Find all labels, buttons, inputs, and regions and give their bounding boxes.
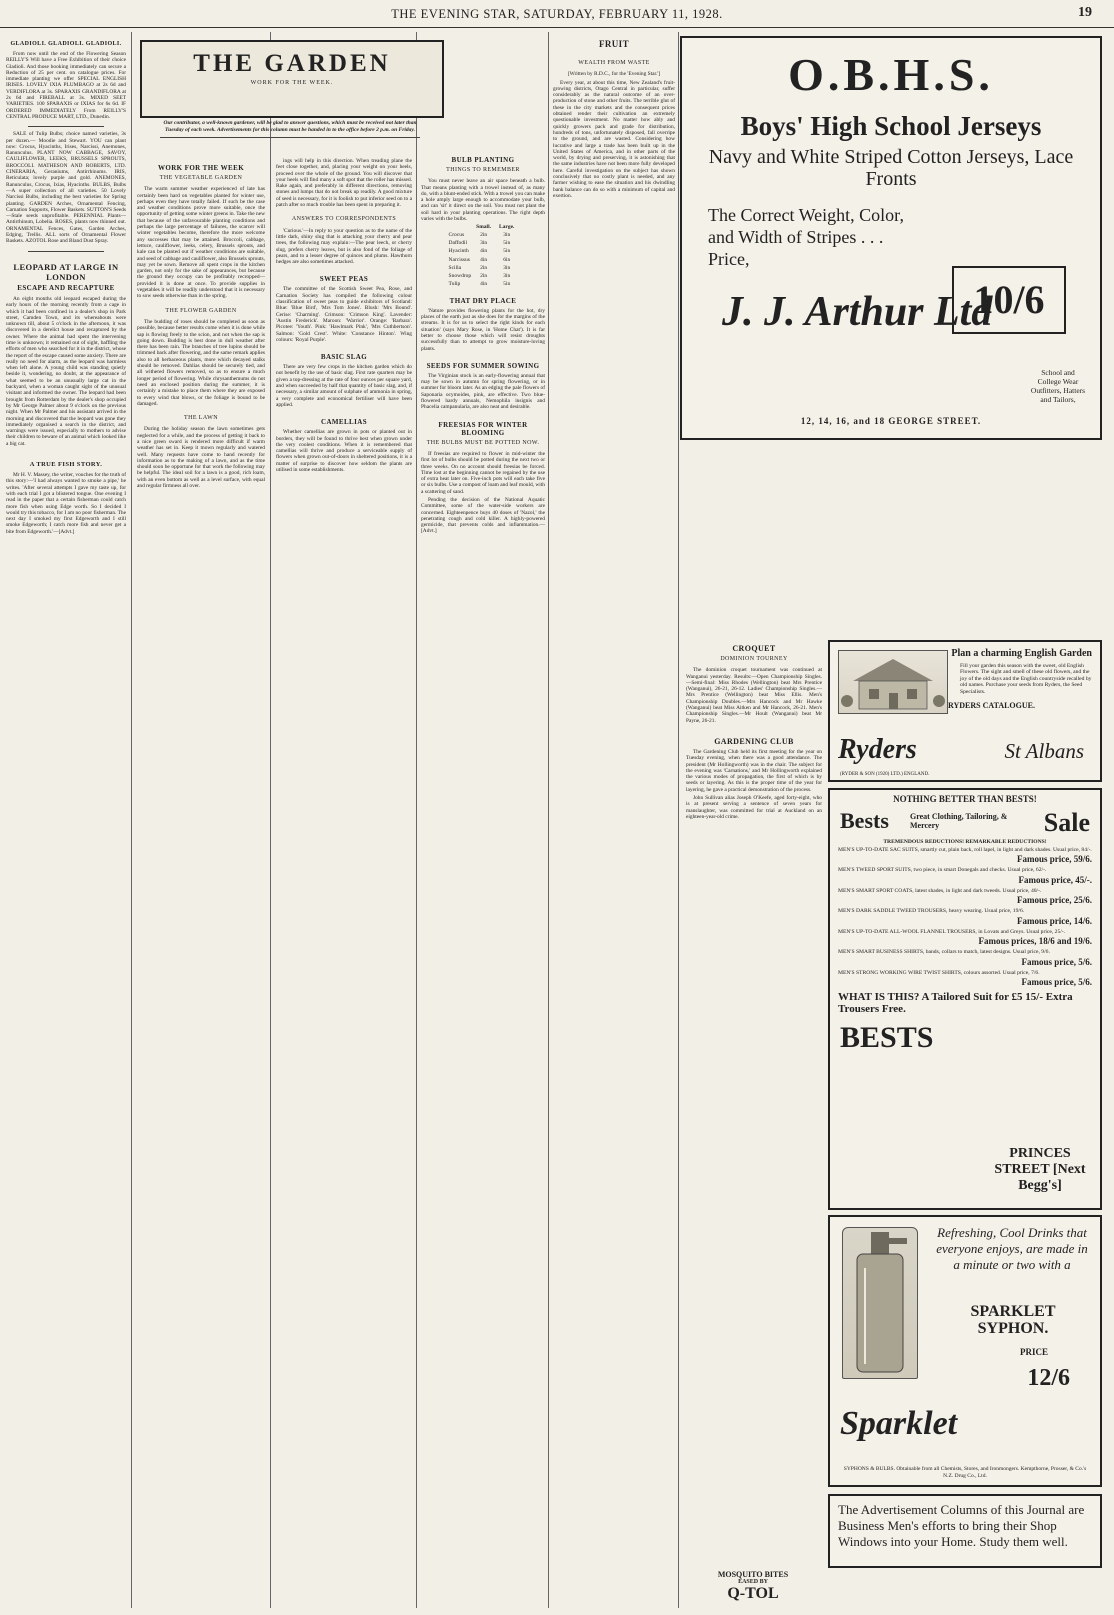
- bests-reductions: TREMENDOUS REDUCTIONS! REMARKABLE REDUCTIONS!: [883, 839, 1047, 845]
- masthead-title: THE EVENING STAR, SATURDAY, FEBRUARY 11, 1928.: [391, 7, 723, 21]
- garden-note: Our contributor, a well-known gardener, will be glad to answer questions, which must be received not later than Tuesday of each week. Advertisements for this column must be handed in to the office before 2 p.m. on Friday.: [160, 120, 420, 138]
- table-row: [448, 256, 519, 264]
- table-cell: 3in: [503, 231, 511, 238]
- table-row: [448, 280, 519, 288]
- croquet-article: The dominion croquet tournament was continued at Wanganui yesterday. Results:—Open Championship Singles.—Semi-final: Miss Rhodes (Wellington) beat Mrs Prentice (Wanganui), 26-21, 26-12. Ladies' Championship Singles.—Mrs Prentice (Wellington) beat Miss Ellis. Men's Championship Doubles.—Mrs Hancock and Mr Hawke (Wanganui) beat Miss Aitken and Mr Hancock, 26-21. Men's Championship Singles.—Mr Hoult (Wanganui) beat Mr Payne, 26-21.: [686, 667, 822, 724]
- bulb-depth-table: [448, 224, 519, 288]
- table-cell: 2in: [480, 264, 488, 271]
- bests-header: [830, 808, 1100, 838]
- table-row: [448, 247, 519, 255]
- croquet-subhead: DOMINION TOURNEY: [720, 656, 788, 662]
- obhs-headline: Boys' High School Jerseys: [740, 111, 1042, 141]
- sweet-peas-headline: SWEET PEAS: [319, 275, 369, 284]
- table-cell: 5in: [503, 239, 511, 246]
- table-cell: Snowdrop: [448, 273, 472, 280]
- qtol-brand: Q-TOL: [727, 1585, 779, 1602]
- bests-item-price: Famous price, 14/6.: [1017, 915, 1092, 926]
- freesias-article: If freesias are required to flower in mid-winter the first lot of bulbs should be potted during the next two or three weeks. On no account should freesias be forced. Time lost at the beginning cannot be regained by the use of extra heat later on. Five-inch pots will each take five or six bulbs. Use a compost of loam and leaf mould, with a scattering of sand.: [421, 450, 545, 495]
- leopard-headline: LEOPARD AT LARGE IN LONDON: [13, 261, 119, 282]
- fish-headline: A TRUE FISH STORY.: [29, 461, 103, 469]
- bulb-planting-article: You must never leave an air space beneath a bulb. That means planting with a trowel instead of, as many do, with a blunt-ended stick. With a trowel you can make a hole amply large enough to accommodate your bulb, and can 'sit' it direct on the soil. You must not plant the soil hard in your planting operations. The right depth varies with the bulbs.: [421, 178, 545, 223]
- obhs-street: 12, 14, 16, and 18 GEORGE STREET.: [800, 416, 982, 426]
- bests-sale: Sale: [1043, 808, 1090, 837]
- qtol-eased: EASED BY: [738, 1579, 768, 1585]
- table-row: [448, 231, 519, 239]
- bests-item-price: Famous price, 25/6.: [1017, 895, 1092, 905]
- syphon-bottle-icon: [842, 1227, 918, 1379]
- fruit-subhead: WEALTH FROM WASTE: [578, 60, 650, 66]
- bests-item-price: Famous price, 45/-.: [1018, 874, 1092, 885]
- garden-subtitle: WORK FOR THE WEEK.: [250, 80, 334, 86]
- sparklet-headline: Refreshing, Cool Drinks that everyone enjoys, are made in a minute or two with a: [936, 1225, 1088, 1272]
- answers-article: 'Curious.'—In reply to your question as to the name of the little dark, shiny slug that is attacking your cherry and pear trees, the following may explain:—The pear leech, or cherry slug, prefers cherry leaves, but is also fond of the foliage of pears, and to a lesser degree of quinces and plums. Hawthorn hedges are also sometimes attacked.: [276, 227, 412, 266]
- ryders-st-albans: St Albans: [1004, 739, 1084, 763]
- table-row: [448, 272, 519, 280]
- camellias-headline: CAMELLIAS: [321, 418, 367, 427]
- work-week-headline: WORK FOR THE WEEK: [157, 164, 245, 172]
- bulb-planting-subhead: THINGS TO REMEMBER: [446, 167, 520, 173]
- obhs-side-text: School and College Wear Outfitters, Hatters and Tailors,: [1030, 368, 1086, 404]
- ryders-title: Plan a charming English Garden: [951, 648, 1092, 659]
- bests-question: WHAT IS THIS? A Tailored Suit for £5 15/- Extra Trousers Free.: [838, 991, 1073, 1015]
- table-cell: 3in: [503, 264, 511, 271]
- table-cell: Hyacinth: [448, 248, 469, 255]
- bests-item-text: MEN'S SMART SPORT COATS, latest shades, in light and dark tweeds. Usual price, 40/-.: [838, 887, 1042, 894]
- croquet-headline: CROQUET: [732, 644, 776, 653]
- basic-slag-headline: BASIC SLAG: [320, 353, 368, 362]
- obhs-price: 10/6: [952, 266, 1066, 334]
- tail-article: Pending the decision of the National Aquatic Committee, some of the water-side workers are concerned. Eighteenpence buys 40 doses of 'Nazol,' the penetrating cough and cold killer. A highly-powered germicide, that prevents colds and inflammation.—[Advt.]: [421, 496, 545, 535]
- divider: [28, 126, 105, 127]
- seeds-article: The Virginian stock is an early-flowering annual that may be sown in autumn for spring flowering, or in summer for bloom later. As an edging the pale flowers of Saponaria ocymoides, pink, are effective. Two blue-flowered hardy annuals, Nemophila insignis and Phacelia campanularia, are also neat and desirable.: [421, 372, 545, 411]
- bests-tagline: Great Clothing, Tailoring, & Mercery: [910, 812, 1008, 830]
- obhs-description: The Correct Weight, Color, and Width of Stripes . . . Price,: [708, 205, 904, 269]
- sparklet-syphon: SPARKLET SYPHON.: [970, 1303, 1056, 1337]
- ryders-address: (RYDER & SON (1920) LTD.) ENGLAND.: [840, 772, 930, 777]
- table-cell: Crocus: [448, 231, 465, 238]
- cottage-illustration: [838, 650, 948, 714]
- masthead: [0, 5, 1114, 28]
- column-rule: [131, 32, 132, 1608]
- table-cell: 6in: [503, 256, 511, 263]
- bests-logo: BESTS: [840, 1021, 934, 1054]
- page-number: 19: [1078, 5, 1092, 20]
- sparklet-ad: [828, 1215, 1102, 1487]
- bests-item: [830, 867, 1100, 885]
- fruit-headline: FRUIT: [598, 39, 629, 49]
- advertisement-notice: [828, 1494, 1102, 1568]
- lawn-subhead: THE LAWN: [184, 415, 218, 422]
- fruit-article: Every year, at about this time, New Zealand's fruit-growing districts, Otago Central in particular, suffer considerably as the natural outcome of an over-production of stone and other fruits. The terrible glut of these in the city markets and the consequent prices obtained render their cultivation an extremely questionable investment. No matter how ably and quickly growers pack and grade for distribution, hundreds of tons, unfortunately disposed, fall overripe to the ground, and are wasted. Considering how lucrative and large a trade has been built up in the United States of America, and in other parts of the world, by drying and preserving, it is astonishing that the same industries have not been more fully developed here. Careful investigation on the subject has shown conclusively that no costly plant is needed, and any farmer wishing to ease the situation and his dwindling bank balance can do so with a minimum of capital and exertion.: [553, 79, 675, 199]
- table-header: Small.: [476, 224, 491, 231]
- ryders-body: Fill your garden this season with the sweet, old English Flowers. The sight and smell of these old flowers, and the joy of the old days and the English countryside recalled by old names. Purchase your seeds from Ryders, the Seed Specialists.: [960, 663, 1092, 695]
- sparklet-sub: SYPHONS & BULBS. Obtainable from all Chemists, Stores, and Ironmongers. Kempthorne, Prosser, & Co.'s N.Z. Drug Co., Ltd.: [843, 1466, 1087, 1479]
- table-cell: 2in: [480, 273, 488, 280]
- bests-item-price: Famous price, 5/6.: [1021, 956, 1092, 967]
- column-rule: [416, 32, 417, 1608]
- table-cell: 5in: [503, 281, 511, 288]
- divider: [28, 251, 105, 252]
- bests-item: [830, 888, 1100, 906]
- table-cell: Tulip: [448, 281, 461, 288]
- bests-item-price: Famous price, 59/6.: [1017, 854, 1092, 864]
- gardening-club-article: The Gardening Club held its first meeting for the year on Tuesday evening, when there was a good attendance. The president (Mr Hollingworth) was in the chair. The subject for the evening was 'Carnations,' and Mr Hollingworth explained the various modes of propagation, the first of which is by seeds or layering. As this is the proper time of the year for layering, he gave a practical demonstration of the process.: [686, 748, 822, 793]
- bests-item-text: MEN'S UP-TO-DATE SAC SUITS, smartly cut, plain back, roll lapel, in light and dark shades. Usual price, 84/-.: [838, 846, 1092, 853]
- bests-item-price: Famous price, 5/6.: [1021, 977, 1092, 987]
- leopard-subhead: ESCAPE AND RECAPTURE: [17, 283, 115, 292]
- column-rule: [548, 32, 549, 1608]
- freesias-headline: FREESIAS FOR WINTER BLOOMING: [438, 420, 528, 437]
- bests-sale-ad: [828, 788, 1102, 1210]
- bests-item-text: MEN'S TWEED SPORT SUITS, two piece, in smart Donegals and checks. Usual price, 62/-.: [838, 867, 1047, 873]
- column-5-lower: [686, 445, 822, 1565]
- table-cell: 4in: [480, 248, 488, 255]
- table-cell: 4in: [480, 256, 488, 263]
- ryders-brand: Ryders: [838, 734, 917, 765]
- qtol-ad: [688, 1570, 818, 1603]
- obhs-monogram: O.B.H.S.: [788, 49, 994, 100]
- table-row: [448, 239, 519, 247]
- bests-item-text: MEN'S UP-TO-DATE ALL-WOOL FLANNEL TROUSERS, in Lovats and Greys. Usual price, 25/-.: [838, 928, 1066, 935]
- seeds-headline: SEEDS FOR SUMMER SOWING: [426, 361, 540, 370]
- lawn-article: During the holiday season the lawn sometimes gets neglected for a while, and the process of getting it back to a nice green sward is rendered more difficult if warm weather has set in. Keep it mown regularly and watered well. Many requests have come to hand recently for information as to the making of a lawn, and as the time should soon be opportune for that work the following may be helpful. The ideal soil for a lawn is a good, rich loam, with an even bottom as well as a level surface, with equal and regular firmness all over.: [137, 426, 265, 490]
- bests-item-text: MEN'S DARK SADDLE TWEED TROUSERS, heavy wearing. Usual price, 19/6.: [838, 908, 1025, 914]
- gardening-club-headline: GARDENING CLUB: [714, 736, 794, 746]
- answers-subhead: ANSWERS TO CORRESPONDENTS: [291, 216, 397, 223]
- fish-article: Mr H. V. Massey, the writer, vouches for the truth of this story:—'I had always wanted to smoke a pipe,' he writes. 'After several attempts I gave my taste up, for with each trial I got a blistered tongue. One evening I read in the paper that a certain fisherman could catch more fish when using Edge worth. So I decided I would try this tobacco, for I am no poor fisherman. The next day I smoked my first Edgeworth and I still smoke Edgeworth; I catch more fish and never get a bite from Edgeworth.'—[Advt.]: [6, 472, 126, 535]
- sparklet-logo: Sparklet: [840, 1405, 958, 1442]
- column-2: [137, 158, 265, 1606]
- table-cell: 4in: [480, 281, 488, 288]
- dry-place-headline: THAT DRY PLACE: [449, 296, 517, 305]
- ryders-ad: [828, 640, 1102, 782]
- column-rule: [678, 32, 679, 1608]
- column-rule: [270, 32, 271, 1608]
- bests-item: [830, 908, 1100, 926]
- sparklet-price: 12/6: [1027, 1365, 1070, 1391]
- table-cell: 5in: [503, 248, 511, 255]
- table-cell: Scilla: [448, 264, 462, 271]
- bests-item-price: Famous prices, 18/6 and 19/6.: [978, 936, 1092, 946]
- bests-top: NOTHING BETTER THAN BESTS!: [893, 794, 1037, 804]
- veg-garden-subhead: THE VEGETABLE GARDEN: [159, 175, 243, 181]
- fruit-byline: [Written by R.D.C., for the 'Evening Star.']: [567, 71, 661, 78]
- table-row: [448, 264, 519, 272]
- bulb-planting-headline: BULB PLANTING: [451, 156, 515, 164]
- cottage-icon: [839, 651, 947, 713]
- reilly-ad-title: GLADIOLI. GLADIOLI. GLADIOLI.: [10, 41, 122, 47]
- bests-item-text: MEN'S STRONG WORKING WIRE TWIST SHIRTS, colours assorted. Usual price, 7/6.: [838, 969, 1040, 976]
- bests-item: [830, 949, 1100, 967]
- classifieds: SALE of Tulip Bulbs; choice named varieties, 3s per dozen.— Moodie and Stewart. YOU can plant now: Crocus, Hyacinths, Irises, Narcissi, Anemones, Ranunculus. PLANT NOW CABBAGE, SAVOY, CAULIFLOWER, LEEKS, BRUSSELS SPROUTS, BROCCOLI. MATHESON AND ROBERTS, LTD. CINERARIA, Geraniums, Antirrhinums. IRIS, Reticulata; lovely purple and gold. ANEMONES, Ranunculus, Crocus, Ixias, Hyacinths. BULBS, Bulbs—A super collection of all varieties. 50 Lovely Narcissi Bulbs, including the best varieties for Spring planting. GARDEN Arches, Ornamental Fencing, Carnation Supports, Flower Baskets. SUTTON'S Seeds—Stale seeds unprofitable. PERENNIAL Plants—Antirrhinum, Lobelia. ROSES, plants now thinned out. ORNAMENTAL Fences, Gates, Garden Arches, Edging, Trellis. ALL sorts of Ornamental Flower Baskets. AZOTOL Rose and Bland Dust Spray.: [6, 131, 126, 245]
- garden-title: THE GARDEN: [193, 50, 391, 77]
- camellias-article: Whether camellias are grown in pots or planted out in borders, they will be found to thrive best when grown under the very coolest conditions. When it is remembered that camellias will thrive and produce a serviceable supply of flowers when grown out-of-doors in sheltered positions, it is a matter of surprise to discover how seldom the plants are utilised in some establishments.: [276, 429, 412, 473]
- obhs-jerseys-ad: [680, 36, 1102, 440]
- leopard-article: An eight months old leopard escaped during the early hours of the morning recently from a cage in which it had been confined in a dealer's shop in Park street, Camden Town, and its whereabouts were unknown till, about 5 o'clock in the afternoon, it was discovered in a derelict house and recaptured by the owner. Where the animal had spent the intervening time is unknown; it remained out of sight, baffling the efforts of men who searched for it in the district, whose the report of the escape caused some anxiety. There are really no need for alarm, as the leopard was harmless when left alone. A young child was standing quietly beside it, wondering, no doubt, at the appearance of what seemed to be an unusually large cat in the backyard, when a woman caught sight of the unusual visitant and informed the owner. The leopard had been brought from Rotterdam by the dealer's shop occupied by Mr George Palmer about 9 o'clock on the previous night. When Mr Palmer and his assistant arrived in the morning and discovered that the leopard was gone they immediately organised a search in the district, and warnings were issued, especially to mothers to advise their children to beware of an animal which looked like a big cat.: [6, 295, 126, 447]
- flower-garden-article: The budding of roses should be completed as soon as possible, because better results come when it is done while sap is flowing freely to the scion, and not when the sap is going down. Budding is best done in dull weather after there has been rain. The branches of tree lupins should be trimmed back after flowering, and the same remark applies also to all herbaceous plants, more which decayed stalks should be removed. Dahlias should be securely tied, and all withered flowers removed, so as to ensure a much longer period of flowering. While chrysanthemums do not need an enclosed position during the summer, it is certainly a mistake to place them where they are exposed to every wind that blows, or the foliage is bound to be damaged.: [137, 318, 265, 407]
- bests-item: [830, 929, 1100, 947]
- advertisement-notice-text: The Advertisement Columns of this Journal are Business Men's efforts to bring their Shop Windows into your Home. Study them well.: [838, 1502, 1085, 1549]
- table-cell: Narcissus: [448, 256, 470, 263]
- table-cell: 3in: [503, 273, 511, 280]
- column-5: [553, 34, 675, 1606]
- qtol-line: MOSQUITO BITES: [717, 1570, 789, 1579]
- table-cell: 2in: [480, 231, 488, 238]
- table-cell: 3in: [480, 239, 488, 246]
- basic-slag-article: There are very few crops in the kitchen garden which do not benefit by the use of basic slag. First rate quarters may be given a top-dressing at the rate of four ounces per square yard, and when succeeded by half that quantity of basic slag, and, if necessary, a similar amount of sulphate of ammonia in spring, a very complete and economical fertiliser will have been applied.: [276, 364, 412, 408]
- lawn-continued: ings will help in this direction. When treading plane the feet close together, and, placing your weight on your heels, proceed over the whole of the ground. You will discover that your heels will find many a soft spot that the roller has missed. Rake again, and preferably in different directions, removing stones and lumps that do not break up readily. A good mixture of seed is necessary, for it is foolish to put inferior seed on to a patch after so much trouble has been spent in preparing it.: [276, 158, 412, 209]
- freesias-subhead: THE BULBS MUST BE POTTED NOW.: [426, 439, 540, 446]
- obhs-subheadline: Navy and White Striped Cotton Jerseys, Lace Fronts: [708, 146, 1074, 190]
- bests-item: [830, 970, 1100, 988]
- syphon-icon: [843, 1228, 917, 1378]
- bests-street: PRINCES STREET [Next Begg's]: [994, 1146, 1086, 1193]
- bests-brand: Bests: [840, 808, 889, 833]
- last-article: John Sullivan alias Joseph O'Keefe, aged forty-eight, who is at present serving a sentence of seven years for manslaughter, was committed for trial at Auckland on an eighteen-year-old crime.: [686, 795, 822, 820]
- ryders-catalogue: RYDERS CATALOGUE.: [948, 701, 1035, 711]
- table-header: Large.: [499, 224, 515, 231]
- sparklet-price-label: PRICE: [1019, 1347, 1048, 1357]
- bests-item: [830, 847, 1100, 865]
- table-cell: Daffodil: [448, 239, 468, 246]
- veg-garden-article: The warm summer weather experienced of late has certainly been hard on vegetables planted for winter use, perhaps even they have totally failed. If such be the case and weather conditions prove more suitable, once the opportunity of getting some winter greens in. Take the new that because of the unfavourable planting conditions and perhaps the large percentage of failures, the scarcer will winter vegetables become, therefore the more welcome any successes that may be attained. Broccoli, cabbage, lettuce, cauliflower, leeks, celery, Brussels sprouts, and kale can be planted out if weather conditions are suitable, and seed of cabbage and cauliflower, also Brussels sprouts, may yet be sown. Remove all spent crops in the kitchen garden, not only for the sake of appearances, but because the ground they occupy can be profitably recropped—provided it is done at once. To provide supplies in vegetables it will be readily understood that it is necessary to sow seeds otherwise than in the spring.: [137, 186, 265, 300]
- column-1: [6, 34, 126, 1606]
- bests-item-text: MEN'S SMART BUSINESS SHIRTS, bands, collars to match, latest designs. Usual price, 9/6.: [838, 949, 1050, 955]
- reilly-ad-body: From now until the end of the Flowering Season REILLY'S Will have a Free Exhibition of their choice Gladioli. And those booking immediately can secure a Reduction of 25 per cent. on catalogue prices. For immediate planting we offer SPECIAL ENGLISH IRISES. LOVELY IXIA PLUMBAGO at 2s 6d and VERDIFLORA at 3s. SPARAXIS GRANDIFLORA at 2s 6d and FIREBALL at 3s. MIXED SEET VARIETIES. 100 SPARAXIS or IXIAS for 6s 6d. IF ORDERED IMMEDIATELY From REILLY'S CENTRAL PRODUCE MART, LTD., Dunedin.: [6, 51, 126, 120]
- obhs-maker: J. J. Arthur Ltd: [722, 289, 993, 335]
- column-3: [276, 158, 412, 1606]
- sweet-peas-article: The committee of the Scottish Sweet Pea, Rose, and Carnation Society has compiled the following colour classification of sweet peas to guide exhibitors of Scotland: Blue: 'Blue Bird', 'Mrs Tom Jones'. Blush: 'Mrs Bound'. Cerise: 'Charming'. Crimson: 'Crimson King'. Lavender: 'Austin Frederick'. Maroon: 'Warrior'. Orange: 'Barbara'. Picotee: 'Youth'. Pink: 'Hawlmark Pink', 'Mrs Cuthbertson'. Salmon: 'Gold Crest'. White: 'Constance Hinton'. Wing colours: 'Royal Purple'.: [276, 286, 412, 343]
- dry-place-article: 'Nature provides flowering plants for the hot, dry places of the earth just as she does for the margins of the streams. It is for us to select the right kinds for each situation' (says Mary Rose, in 'Home Chat'). It is far better to choose those which will resist droughts successfully than to attempt to grow moisture-loving plants.: [421, 307, 545, 352]
- garden-banner: [140, 40, 444, 118]
- flower-garden-subhead: THE FLOWER GARDEN: [165, 307, 237, 314]
- column-4: [421, 150, 545, 1606]
